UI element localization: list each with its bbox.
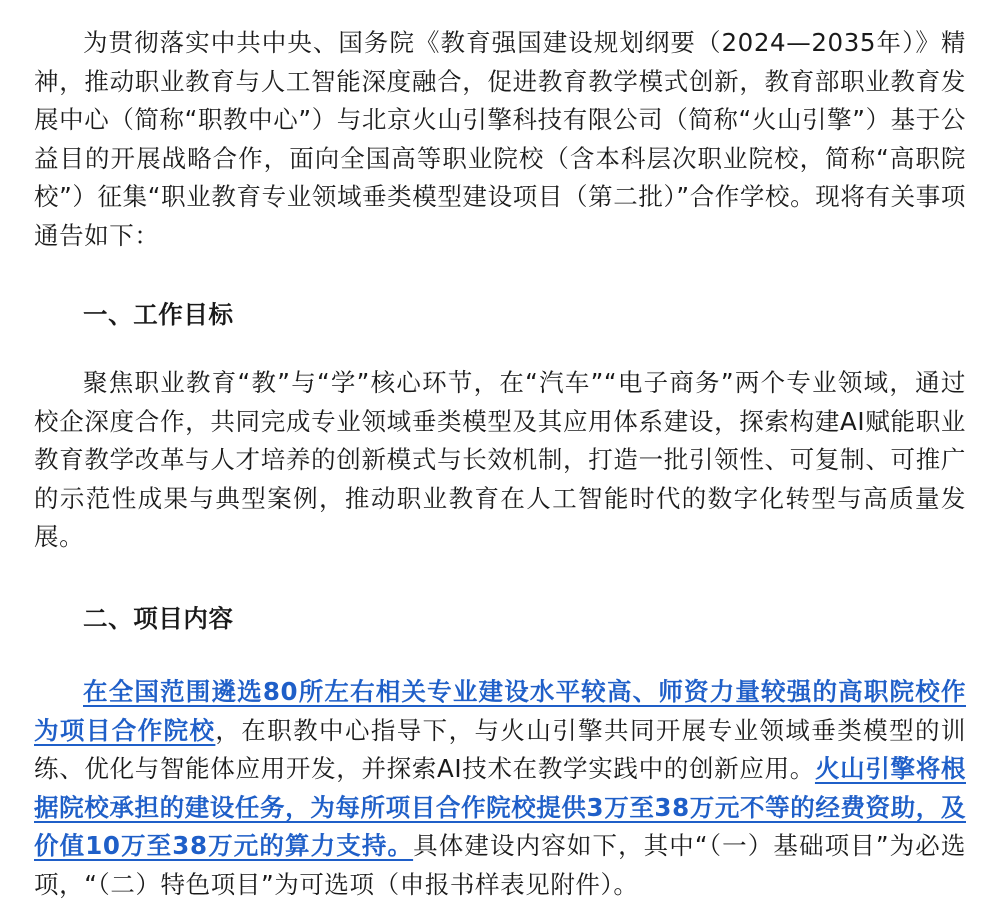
project-content-paragraph: [34, 673, 966, 904]
highlight-partner-schools: 在全国范围遴选80所左右相关专业建设水平较高、师资力量较强的高职院校作为项目合作院校: [34, 677, 966, 745]
section-heading-work-goals: 一、工作目标: [83, 300, 234, 329]
section-heading-project-content: 二、项目内容: [83, 604, 234, 633]
project-content-text-1: ，在职教中心指导下，与火山引擎共同开展专业领域垂类模型的训练、优化与智能体应用开发，并探索AI技术在教学实践中的创新应用。: [34, 715, 966, 783]
project-content-text-2: 具体建设内容如下，其中“（一）基础项目”为必选项，“（二）特色项目”为可选项（申报书样表见附件）。: [34, 831, 966, 899]
work-goals-paragraph: 聚焦职业教育“教”与“学”核心环节，在“汽车”“电子商务”两个专业领域，通过校企深度合作，共同完成专业领域垂类模型及其应用体系建设，探索构建AI赋能职业教育教学改革与人才培养的创新模式与长效机制，打造一批引领性、可复制、可推广的示范性成果与典型案例，推动职业教育在人工智能时代的数字化转型与高质量发展。: [34, 368, 966, 551]
intro-paragraph: 为贯彻落实中共中央、国务院《教育强国建设规划纲要（2024—2035年）》精神，推动职业教育与人工智能深度融合，促进教育教学模式创新，教育部职业教育发展中心（简称“职教中心”）与北京火山引擎科技有限公司（简称“火山引擎”）基于公益目的开展战略合作，面向全国高等职业院校（含本科层次职业院校，简称“高职院校”）征集“职业教育专业领域垂类模型建设项目（第二批）”合作学校。现将有关事项通告如下：: [34, 28, 966, 250]
highlight-funding-support: 火山引擎将根据院校承担的建设任务，为每所项目合作院校提供3万至38万元不等的经费资助，及价值10万至38万元的算力支持。: [34, 754, 966, 860]
